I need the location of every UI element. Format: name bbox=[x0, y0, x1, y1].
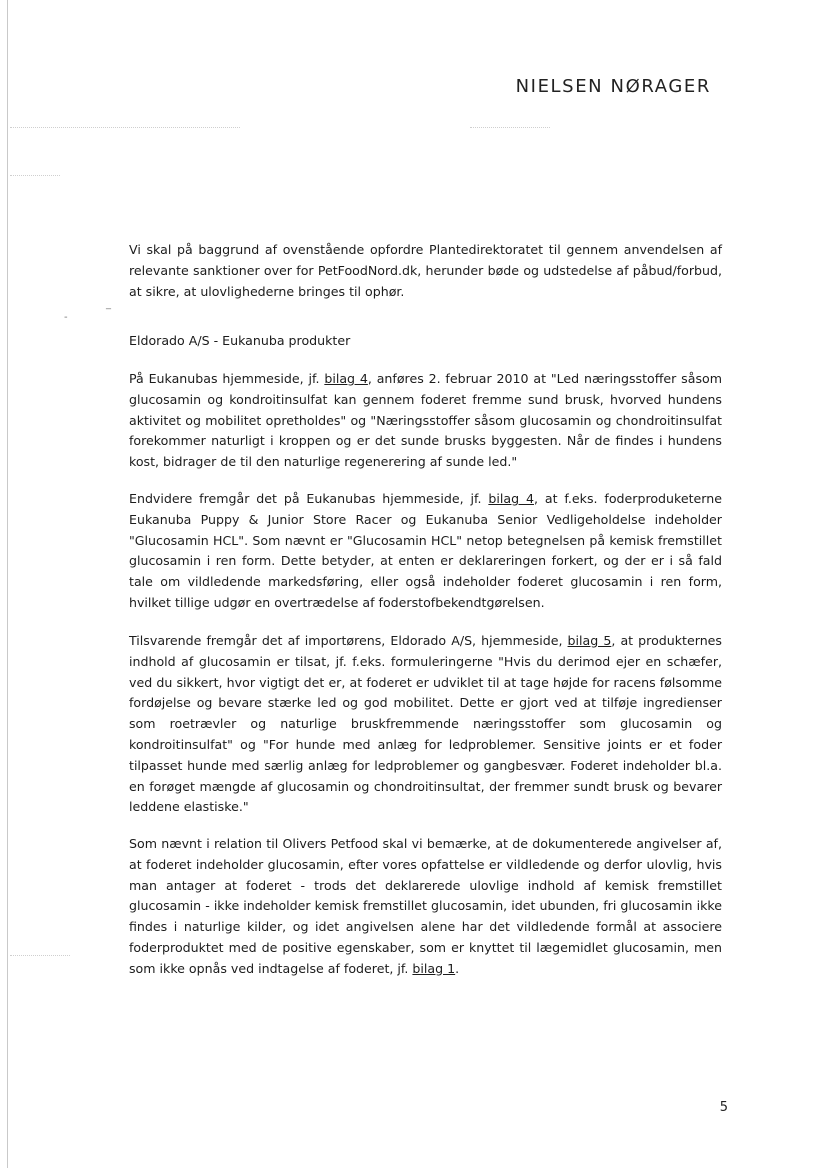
paragraph-importer-claims bbox=[129, 631, 722, 818]
text-segment: . bbox=[455, 960, 460, 976]
text-segment: , at produkternes indhold af glucosamin er tilsat, jf. f.eks. formuleringerne "Hvis du derimod ejer en schæfer, ved du sikkert, hvor vigtigt det er, at foderet er udviklet til at tage højde for racens følsomme fordøjelse og bevare stærke led og god mobilitet. Dette er gjort ved at tilføje ingredienser som roetrævler og naturlige bruskfremmende næringsstoffer som glucosamin og kondroitinsulfat" og "For hunde med anlæg for ledproblemer. Sensitive joints er et foder tilpasset hunde med særlig anlæg for ledproblemer og gangbesvær. Foderet indeholder bl.a. en forøget mængde af glucosamin og chondroitinsultat, der fremmer sundt brusk og bevarer leddene elastiske." bbox=[129, 633, 722, 815]
appendix-reference: bilag 4 bbox=[324, 371, 368, 386]
text-segment: , at f.eks. foderproduketerne Eukanuba Puppy & Junior Store Racer og Eukanuba Senior Vedligeholdelse indeholder "Glucosamin HCL". Som nævnt er "Glucosamin HCL" netop betegnelsen på kemisk fremstillet glucosamin i ren form. Dette betyder, at enten er deklareringen forkert, og der er i så fald tale om vildledende markedsføring, eller også indeholder foderet glucosamin i ren form, hvilket tillige udgør en overtrædelse af foderstofbekendtgørelsen. bbox=[129, 491, 722, 610]
letterhead-brand: NIELSEN NØRAGER bbox=[515, 76, 711, 97]
paragraph-glucosamin-hcl bbox=[129, 489, 722, 614]
scan-artifact bbox=[10, 127, 240, 129]
scan-mark: ‾ bbox=[106, 308, 111, 319]
scan-edge-line bbox=[7, 0, 8, 1168]
appendix-reference: bilag 1 bbox=[412, 960, 456, 976]
scan-artifact bbox=[10, 955, 70, 957]
scan-mark: - bbox=[64, 312, 68, 323]
appendix-reference: bilag 4 bbox=[488, 491, 534, 506]
page-number: 5 bbox=[719, 1100, 728, 1115]
paragraph-sanctions: Vi skal på baggrund af ovenstående opfordre Plantedirektoratet til gennem anvendelsen af relevante sanktioner over for PetFoodNord.dk, herunder bøde og udstedelse af påbud/forbud, at sikre, at ulovlighederne bringes til ophør. bbox=[129, 242, 722, 299]
text-segment: Tilsvarende fremgår det af importørens, Eldorado A/S, hjemmeside, bbox=[129, 633, 568, 648]
appendix-reference: bilag 5 bbox=[567, 633, 612, 648]
section-heading: Eldorado A/S - Eukanuba produkter bbox=[129, 333, 351, 348]
scan-artifact bbox=[470, 127, 550, 129]
text-segment: Endvidere fremgår det på Eukanubas hjemmeside, jf. bbox=[129, 491, 489, 506]
text-segment: , anføres 2. februar 2010 at "Led næringsstoffer såsom glucosamin og kondroitinsulfat kan gennem foderet fremme sund brusk, hvorved hundens aktivitet og mobilitet opretholdes" og "Næringsstoffer såsom glucosamin og chondroitinsulfat forekommer naturligt i kroppen og er det sunde brusks byggesten. Når de findes i hundens kost, bidrager de til den naturlige regenerering af sunde led." bbox=[129, 371, 722, 470]
paragraph-misleading-claims bbox=[129, 834, 722, 980]
text-segment: Som nævnt i relation til Olivers Petfood skal vi bemærke, at de dokumenterede angivelser af, at foderet indeholder glucosamin, efter vores opfattelse er vildledende og derfor ulovlig, hvis man antager at foderet - trods det deklarerede ulovlige indhold af kemisk fremstillet glucosamin - ikke indeholder kemisk fremstillet glucosamin, idet ubunden, fri glucosamin ikke findes i naturlige kilder, og idet angivelsen alene har det vildledende formål at associere foderproduktet med de positive egenskaber, som er knyttet til lægemidlet glucosamin, men som ikke opnås ved indtagelse af foderet, jf. bbox=[129, 836, 722, 976]
scan-artifact bbox=[10, 175, 60, 177]
paragraph-eukanuba-claims bbox=[129, 369, 722, 473]
text-segment: På Eukanubas hjemmeside, jf. bbox=[129, 371, 325, 386]
